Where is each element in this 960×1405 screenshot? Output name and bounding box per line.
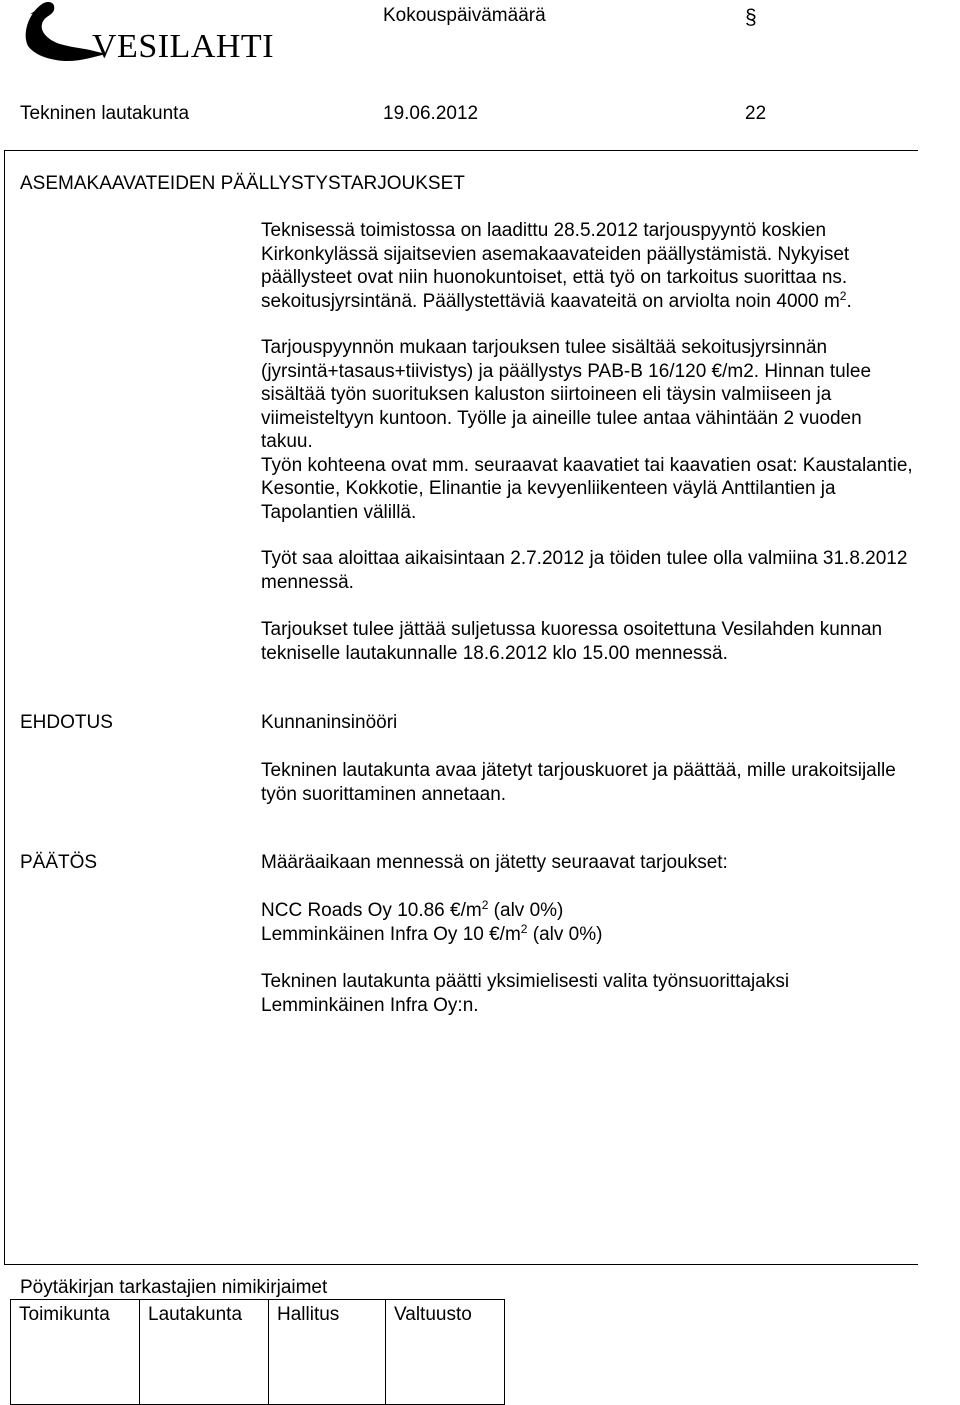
text-line: Teknisessä toimistossa on laadittu 28.5.2012 tarjouspyyntö koskien <box>261 220 827 241</box>
text-line: Tekninen lautakunta avaa jätetyt tarjouskuoret ja päättää, mille urakoitsijalle <box>261 760 896 781</box>
meeting-date-label: Kokouspäivämäärä <box>383 5 546 26</box>
signature-cell-hallitus: Hallitus <box>269 1300 386 1405</box>
signature-cell-toimikunta: Toimikunta <box>11 1300 140 1405</box>
proposal-author: Kunnaninsinööri <box>261 712 398 733</box>
agenda-title: ASEMAKAAVATEIDEN PÄÄLLYSTYSTARJOUKSET <box>20 173 465 194</box>
text-line: päällysteet ovat niin huonokuntoiset, että työ on tarkoitus suorittaa ns. <box>261 267 848 288</box>
proposal-label: EHDOTUS <box>20 712 113 733</box>
text-line: (jyrsintä+tasaus+tiivistys) ja päällystys PAB-B 16/120 €/m2. Hinnan tulee <box>261 360 872 382</box>
text-line: viimeisteltyyn kuntoon. Työlle ja aineille tulee antaa vähintään 2 vuoden <box>261 407 862 429</box>
text-line: Tapolantien välillä. <box>261 501 417 523</box>
meeting-date: 19.06.2012 <box>383 103 479 124</box>
logo-text: VESILAHTI <box>92 28 275 65</box>
text-line: Tekninen lautakunta päätti yksimielisesti valita työnsuorittajaksi <box>261 971 790 992</box>
paragraph-request <box>261 219 960 313</box>
offer-list <box>261 899 960 946</box>
offer-item: Lemminkäinen Infra Oy 10 $€/m^2$ (alv 0%) <box>261 921 603 945</box>
paragraph-deadline <box>261 618 960 665</box>
signature-cell-lautakunta: Lautakunta <box>140 1300 269 1405</box>
header-divider <box>4 150 918 151</box>
text-line: Työn kohteena ovat mm. seuraavat kaavatiet tai kaavatien osat: Kaustalantie, <box>261 454 913 476</box>
paragraph-contents <box>261 336 960 524</box>
committee-name: Tekninen lautakunta <box>20 103 190 124</box>
text-line: sisältää työn suorituksen kaluston siirtoineen eli täysin valmiiseen ja <box>261 384 832 405</box>
section-number: 22 <box>745 103 767 124</box>
text-line: tekniselle lautakunnalle 18.6.2012 klo 15.00 mennessä. <box>261 642 728 664</box>
text-line: Kesontie, Kokkotie, Elinantie ja kevyenliikenteen väylä Anttilantien ja <box>261 478 836 499</box>
decision-intro: Määräaikaan mennessä on jätetty seuraavat tarjoukset: <box>261 852 728 873</box>
decision-label: PÄÄTÖS <box>20 852 98 873</box>
proposal-text <box>261 759 960 806</box>
section-marker: § <box>745 6 757 29</box>
text-line: Tarjouspyynnön mukaan tarjouksen tulee sisältää sekoitusjyrsinnän <box>261 337 828 358</box>
text-line: mennessä. <box>261 571 354 593</box>
text-line: Lemminkäinen Infra Oy:n. <box>261 994 479 1016</box>
text-line: Työt saa aloittaa aikaisintaan 2.7.2012 ja töiden tulee olla valmiina 31.8.2012 <box>261 548 908 569</box>
text-line: sekoitusjyrsintänä. Päällystettäviä kaavateitä on arviolta noin 4000 $m^2$. <box>261 288 852 312</box>
offer-item: NCC Roads Oy 10.86 $€/m^2$ (alv 0%) <box>261 898 564 921</box>
signature-cell-valtuusto: Valtuusto <box>386 1300 505 1405</box>
decision-result <box>261 970 960 1017</box>
paragraph-schedule <box>261 547 960 594</box>
left-margin-line <box>4 150 5 1265</box>
signatures-label: Pöytäkirjan tarkastajien nimikirjaimet <box>20 1277 328 1298</box>
logo <box>18 0 275 68</box>
text-line: Kirkonkylässä sijaitsevien asemakaavateiden päällystämistä. Nykyiset <box>261 243 850 265</box>
text-line: työn suorittaminen annetaan. <box>261 783 507 805</box>
text-line: takuu. <box>261 431 313 452</box>
text-line: Tarjoukset tulee jättää suljetussa kuoressa osoitettuna Vesilahden kunnan <box>261 619 883 640</box>
signature-table <box>10 1299 505 1405</box>
footer-divider <box>4 1264 918 1265</box>
